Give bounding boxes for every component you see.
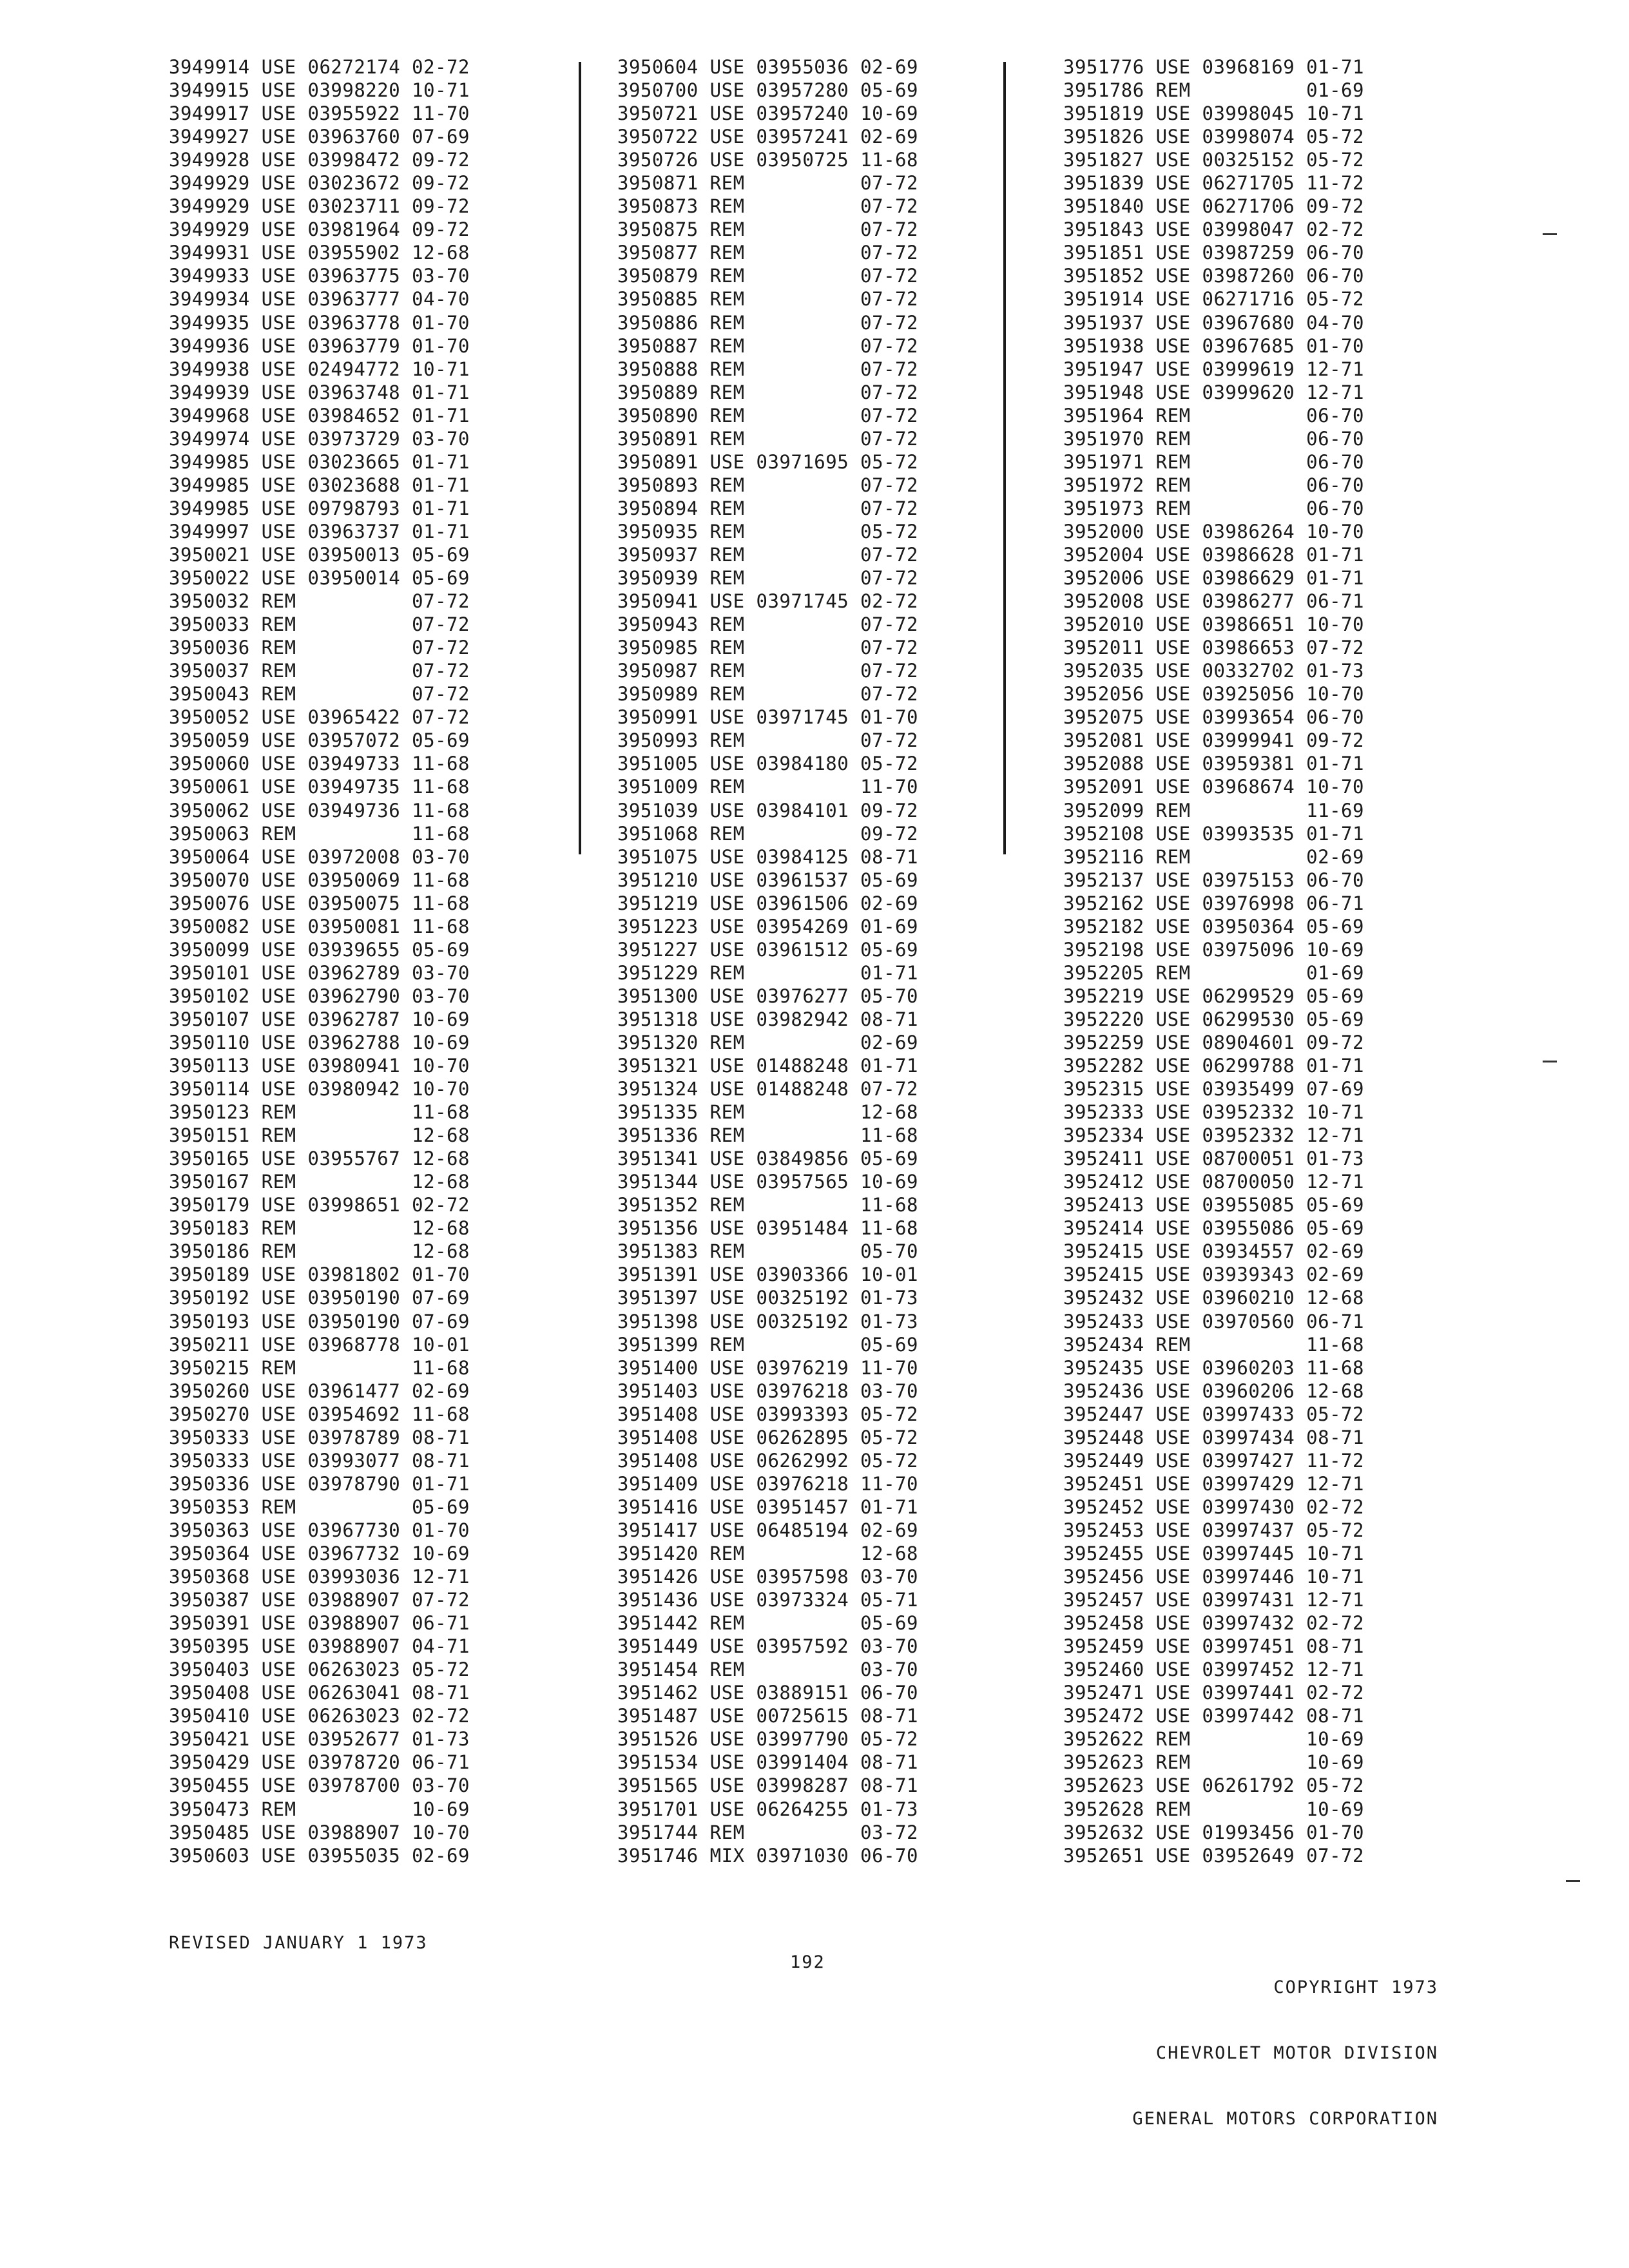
copyright-block bbox=[1132, 1933, 1438, 2152]
part-row: 3952434 REM 11-68 bbox=[1063, 1333, 1364, 1356]
part-row: 3950021 USE 03950013 05-69 bbox=[169, 543, 470, 566]
part-row: 3951526 USE 03997790 05-72 bbox=[617, 1728, 918, 1751]
part-row: 3951914 USE 06271716 05-72 bbox=[1063, 288, 1364, 311]
part-row: 3949928 USE 03998472 09-72 bbox=[169, 149, 470, 171]
part-row: 3952458 USE 03997432 02-72 bbox=[1063, 1612, 1364, 1635]
part-row: 3951219 USE 03961506 02-69 bbox=[617, 892, 918, 914]
part-row: 3950455 USE 03978700 03-70 bbox=[169, 1774, 470, 1797]
part-row: 3951819 USE 03998045 10-71 bbox=[1063, 102, 1364, 125]
part-row: 3951229 REM 01-71 bbox=[617, 961, 918, 984]
part-row: 3950700 USE 03957280 05-69 bbox=[617, 79, 918, 102]
part-row: 3952000 USE 03986264 10-70 bbox=[1063, 520, 1364, 543]
part-row: 3951701 USE 06264255 01-73 bbox=[617, 1798, 918, 1820]
part-row: 3950186 REM 12-68 bbox=[169, 1240, 470, 1263]
part-row: 3951009 REM 11-70 bbox=[617, 776, 918, 798]
part-row: 3952623 USE 06261792 05-72 bbox=[1063, 1774, 1364, 1797]
part-row: 3952453 USE 03997437 05-72 bbox=[1063, 1519, 1364, 1541]
part-row: 3951971 REM 06-70 bbox=[1063, 450, 1364, 473]
part-row: 3951948 USE 03999620 12-71 bbox=[1063, 381, 1364, 403]
part-row: 3951227 USE 03961512 05-69 bbox=[617, 938, 918, 961]
part-row: 3949929 USE 03023672 09-72 bbox=[169, 172, 470, 195]
part-row: 3950179 USE 03998651 02-72 bbox=[169, 1194, 470, 1216]
part-row: 3950062 USE 03949736 11-68 bbox=[169, 799, 470, 822]
part-row: 3951391 USE 03903366 10-01 bbox=[617, 1264, 918, 1286]
part-row: 3950270 USE 03954692 11-68 bbox=[169, 1403, 470, 1425]
part-row: 3949936 USE 03963779 01-70 bbox=[169, 334, 470, 357]
part-row: 3950102 USE 03962790 03-70 bbox=[169, 985, 470, 1007]
part-row: 3950985 REM 07-72 bbox=[617, 637, 918, 659]
part-row: 3950364 USE 03967732 10-69 bbox=[169, 1542, 470, 1564]
part-row: 3949997 USE 03963737 01-71 bbox=[169, 520, 470, 543]
part-row: 3951947 USE 03999619 12-71 bbox=[1063, 358, 1364, 380]
part-row: 3950387 USE 03988907 07-72 bbox=[169, 1589, 470, 1611]
part-row: 3950403 USE 06263023 05-72 bbox=[169, 1658, 470, 1681]
part-row: 3952460 USE 03997452 12-71 bbox=[1063, 1658, 1364, 1681]
column-divider bbox=[579, 62, 581, 854]
part-row: 3950893 REM 07-72 bbox=[617, 474, 918, 496]
copyright-line: COPYRIGHT 1973 bbox=[1273, 1977, 1438, 1997]
part-row: 3950937 REM 07-72 bbox=[617, 543, 918, 566]
part-row: 3950037 REM 07-72 bbox=[169, 660, 470, 682]
part-row: 3952198 USE 03975096 10-69 bbox=[1063, 938, 1364, 961]
part-row: 3950336 USE 03978790 01-71 bbox=[169, 1472, 470, 1495]
part-row: 3950368 USE 03993036 12-71 bbox=[169, 1566, 470, 1588]
part-row: 3950110 USE 03962788 10-69 bbox=[169, 1031, 470, 1053]
part-row: 3950183 REM 12-68 bbox=[169, 1217, 470, 1240]
part-row: 3951321 USE 01488248 01-71 bbox=[617, 1055, 918, 1077]
part-row: 3952432 USE 03960210 12-68 bbox=[1063, 1287, 1364, 1309]
part-row: 3951068 REM 09-72 bbox=[617, 822, 918, 845]
part-row: 3950395 USE 03988907 04-71 bbox=[169, 1635, 470, 1658]
part-row: 3951352 REM 11-68 bbox=[617, 1194, 918, 1216]
part-row: 3951417 USE 06485194 02-69 bbox=[617, 1519, 918, 1541]
part-row: 3951397 USE 00325192 01-73 bbox=[617, 1287, 918, 1309]
part-row: 3951843 USE 03998047 02-72 bbox=[1063, 218, 1364, 241]
part-row: 3951746 MIX 03971030 06-70 bbox=[617, 1844, 918, 1867]
part-row: 3952449 USE 03997427 11-72 bbox=[1063, 1449, 1364, 1472]
part-row: 3950215 REM 11-68 bbox=[169, 1356, 470, 1379]
part-row: 3952008 USE 03986277 06-71 bbox=[1063, 590, 1364, 613]
part-row: 3949917 USE 03955922 11-70 bbox=[169, 102, 470, 125]
part-row: 3952259 USE 08904601 09-72 bbox=[1063, 1031, 1364, 1053]
part-row: 3952415 USE 03934557 02-69 bbox=[1063, 1240, 1364, 1263]
part-row: 3950064 USE 03972008 03-70 bbox=[169, 845, 470, 868]
part-row: 3950043 REM 07-72 bbox=[169, 683, 470, 706]
part-row: 3952099 REM 11-69 bbox=[1063, 799, 1364, 822]
parts-column-2 bbox=[617, 55, 918, 1867]
part-row: 3951075 USE 03984125 08-71 bbox=[617, 845, 918, 868]
part-row: 3951300 USE 03976277 05-70 bbox=[617, 985, 918, 1007]
part-row: 3950151 REM 12-68 bbox=[169, 1124, 470, 1147]
part-row: 3950877 REM 07-72 bbox=[617, 242, 918, 264]
part-row: 3949935 USE 03963778 01-70 bbox=[169, 311, 470, 334]
part-row: 3950036 REM 07-72 bbox=[169, 637, 470, 659]
part-row: 3950885 REM 07-72 bbox=[617, 288, 918, 311]
column-divider bbox=[1003, 62, 1006, 854]
part-row: 3952412 USE 08700050 12-71 bbox=[1063, 1171, 1364, 1193]
part-row: 3952182 USE 03950364 05-69 bbox=[1063, 915, 1364, 937]
part-row: 3949934 USE 03963777 04-70 bbox=[169, 288, 470, 311]
part-row: 3952220 USE 06299530 05-69 bbox=[1063, 1008, 1364, 1030]
part-row: 3952411 USE 08700051 01-73 bbox=[1063, 1148, 1364, 1170]
part-row: 3952219 USE 06299529 05-69 bbox=[1063, 985, 1364, 1007]
part-row: 3951403 USE 03976218 03-70 bbox=[617, 1379, 918, 1402]
part-row: 3952451 USE 03997429 12-71 bbox=[1063, 1472, 1364, 1495]
part-row: 3950989 REM 07-72 bbox=[617, 683, 918, 706]
part-row: 3952004 USE 03986628 01-71 bbox=[1063, 543, 1364, 566]
part-row: 3952413 USE 03955085 05-69 bbox=[1063, 1194, 1364, 1216]
part-row: 3950726 USE 03950725 11-68 bbox=[617, 149, 918, 171]
part-row: 3951565 USE 03998287 08-71 bbox=[617, 1774, 918, 1797]
part-row: 3950033 REM 07-72 bbox=[169, 613, 470, 636]
part-row: 3949974 USE 03973729 03-70 bbox=[169, 427, 470, 450]
part-row: 3951826 USE 03998074 05-72 bbox=[1063, 126, 1364, 148]
part-row: 3951534 USE 03991404 08-71 bbox=[617, 1751, 918, 1774]
part-row: 3951454 REM 03-70 bbox=[617, 1658, 918, 1681]
part-row: 3950032 REM 07-72 bbox=[169, 590, 470, 613]
part-row: 3951744 REM 03-72 bbox=[617, 1821, 918, 1843]
part-row: 3950333 USE 03993077 08-71 bbox=[169, 1449, 470, 1472]
part-row: 3950165 USE 03955767 12-68 bbox=[169, 1148, 470, 1170]
part-row: 3950890 REM 07-72 bbox=[617, 404, 918, 427]
part-row: 3951336 REM 11-68 bbox=[617, 1124, 918, 1147]
part-row: 3950935 REM 05-72 bbox=[617, 520, 918, 543]
part-row: 3952472 USE 03997442 08-71 bbox=[1063, 1705, 1364, 1727]
part-row: 3949985 USE 03023665 01-71 bbox=[169, 450, 470, 473]
part-row: 3952081 USE 03999941 09-72 bbox=[1063, 729, 1364, 752]
part-row: 3950101 USE 03962789 03-70 bbox=[169, 961, 470, 984]
part-row: 3952435 USE 03960203 11-68 bbox=[1063, 1356, 1364, 1379]
part-row: 3950603 USE 03955035 02-69 bbox=[169, 1844, 470, 1867]
revised-date: REVISED JANUARY 1 1973 bbox=[169, 1933, 428, 1953]
part-row: 3950070 USE 03950069 11-68 bbox=[169, 869, 470, 891]
part-row: 3952108 USE 03993535 01-71 bbox=[1063, 822, 1364, 845]
part-row: 3952471 USE 03997441 02-72 bbox=[1063, 1682, 1364, 1704]
part-row: 3949968 USE 03984652 01-71 bbox=[169, 404, 470, 427]
part-row: 3950193 USE 03950190 07-69 bbox=[169, 1310, 470, 1332]
part-row: 3949929 USE 03981964 09-72 bbox=[169, 218, 470, 241]
part-row: 3950192 USE 03950190 07-69 bbox=[169, 1287, 470, 1309]
part-row: 3951973 REM 06-70 bbox=[1063, 497, 1364, 519]
part-row: 3951320 REM 02-69 bbox=[617, 1031, 918, 1053]
part-row: 3950894 REM 07-72 bbox=[617, 497, 918, 519]
part-row: 3949927 USE 03963760 07-69 bbox=[169, 126, 470, 148]
part-row: 3949985 USE 03023688 01-71 bbox=[169, 474, 470, 496]
part-row: 3950604 USE 03955036 02-69 bbox=[617, 56, 918, 78]
part-row: 3951416 USE 03951457 01-71 bbox=[617, 1495, 918, 1518]
page-number: 192 bbox=[790, 1952, 825, 1972]
part-row: 3951409 USE 03976218 11-70 bbox=[617, 1472, 918, 1495]
part-row: 3950082 USE 03950081 11-68 bbox=[169, 915, 470, 937]
part-row: 3952088 USE 03959381 01-71 bbox=[1063, 753, 1364, 775]
part-row: 3951442 REM 05-69 bbox=[617, 1612, 918, 1635]
part-row: 3950887 REM 07-72 bbox=[617, 334, 918, 357]
part-row: 3952162 USE 03976998 06-71 bbox=[1063, 892, 1364, 914]
part-row: 3950363 USE 03967730 01-70 bbox=[169, 1519, 470, 1541]
part-row: 3950941 USE 03971745 02-72 bbox=[617, 590, 918, 613]
part-row: 3950871 REM 07-72 bbox=[617, 172, 918, 195]
part-row: 3952433 USE 03970560 06-71 bbox=[1063, 1310, 1364, 1332]
part-row: 3952456 USE 03997446 10-71 bbox=[1063, 1566, 1364, 1588]
part-row: 3951938 USE 03967685 01-70 bbox=[1063, 334, 1364, 357]
part-row: 3950167 REM 12-68 bbox=[169, 1171, 470, 1193]
part-row: 3952622 REM 10-69 bbox=[1063, 1728, 1364, 1751]
part-row: 3951005 USE 03984180 05-72 bbox=[617, 753, 918, 775]
parts-column-1 bbox=[169, 55, 470, 1867]
margin-mark bbox=[1543, 1061, 1557, 1062]
part-row: 3952205 REM 01-69 bbox=[1063, 961, 1364, 984]
part-row: 3951426 USE 03957598 03-70 bbox=[617, 1566, 918, 1588]
part-row: 3951462 USE 03889151 06-70 bbox=[617, 1682, 918, 1704]
part-row: 3952457 USE 03997431 12-71 bbox=[1063, 1589, 1364, 1611]
part-row: 3950993 REM 07-72 bbox=[617, 729, 918, 752]
part-row: 3952452 USE 03997430 02-72 bbox=[1063, 1495, 1364, 1518]
part-row: 3950943 REM 07-72 bbox=[617, 613, 918, 636]
part-row: 3950873 REM 07-72 bbox=[617, 195, 918, 218]
part-row: 3950721 USE 03957240 10-69 bbox=[617, 102, 918, 125]
part-row: 3950875 REM 07-72 bbox=[617, 218, 918, 241]
part-row: 3952333 USE 03952332 10-71 bbox=[1063, 1101, 1364, 1124]
part-row: 3951223 USE 03954269 01-69 bbox=[617, 915, 918, 937]
part-row: 3951356 USE 03951484 11-68 bbox=[617, 1217, 918, 1240]
part-row: 3950408 USE 06263041 08-71 bbox=[169, 1682, 470, 1704]
part-row: 3952334 USE 03952332 12-71 bbox=[1063, 1124, 1364, 1147]
part-row: 3950891 USE 03971695 05-72 bbox=[617, 450, 918, 473]
part-row: 3950410 USE 06263023 02-72 bbox=[169, 1705, 470, 1727]
part-row: 3951786 REM 01-69 bbox=[1063, 79, 1364, 102]
part-row: 3951318 USE 03982942 08-71 bbox=[617, 1008, 918, 1030]
part-row: 3950353 REM 05-69 bbox=[169, 1495, 470, 1518]
part-row: 3950260 USE 03961477 02-69 bbox=[169, 1379, 470, 1402]
part-row: 3950107 USE 03962787 10-69 bbox=[169, 1008, 470, 1030]
part-row: 3951851 USE 03987259 06-70 bbox=[1063, 242, 1364, 264]
part-row: 3952056 USE 03925056 10-70 bbox=[1063, 683, 1364, 706]
part-row: 3950987 REM 07-72 bbox=[617, 660, 918, 682]
part-row: 3950891 REM 07-72 bbox=[617, 427, 918, 450]
part-row: 3952628 REM 10-69 bbox=[1063, 1798, 1364, 1820]
part-row: 3949938 USE 02494772 10-71 bbox=[169, 358, 470, 380]
part-row: 3951487 USE 00725615 08-71 bbox=[617, 1705, 918, 1727]
part-row: 3951840 USE 06271706 09-72 bbox=[1063, 195, 1364, 218]
parts-column-3 bbox=[1063, 55, 1364, 1867]
part-row: 3950022 USE 03950014 05-69 bbox=[169, 567, 470, 590]
part-row: 3952623 REM 10-69 bbox=[1063, 1751, 1364, 1774]
part-row: 3950113 USE 03980941 10-70 bbox=[169, 1055, 470, 1077]
part-row: 3950939 REM 07-72 bbox=[617, 567, 918, 590]
part-row: 3951852 USE 03987260 06-70 bbox=[1063, 265, 1364, 287]
part-row: 3951400 USE 03976219 11-70 bbox=[617, 1356, 918, 1379]
part-row: 3951408 USE 03993393 05-72 bbox=[617, 1403, 918, 1425]
part-row: 3950888 REM 07-72 bbox=[617, 358, 918, 380]
part-row: 3952116 REM 02-69 bbox=[1063, 845, 1364, 868]
part-row: 3951398 USE 00325192 01-73 bbox=[617, 1310, 918, 1332]
part-row: 3951972 REM 06-70 bbox=[1063, 474, 1364, 496]
part-row: 3952448 USE 03997434 08-71 bbox=[1063, 1426, 1364, 1448]
part-row: 3950063 REM 11-68 bbox=[169, 822, 470, 845]
part-row: 3952035 USE 00332702 01-73 bbox=[1063, 660, 1364, 682]
part-row: 3950421 USE 03952677 01-73 bbox=[169, 1728, 470, 1751]
copyright-corporation: GENERAL MOTORS CORPORATION bbox=[1132, 2109, 1438, 2129]
part-row: 3952011 USE 03986653 07-72 bbox=[1063, 637, 1364, 659]
part-row: 3950391 USE 03988907 06-71 bbox=[169, 1612, 470, 1635]
part-row: 3952651 USE 03952649 07-72 bbox=[1063, 1844, 1364, 1867]
part-row: 3950099 USE 03939655 05-69 bbox=[169, 938, 470, 961]
part-row: 3952091 USE 03968674 10-70 bbox=[1063, 776, 1364, 798]
part-row: 3952436 USE 03960206 12-68 bbox=[1063, 1379, 1364, 1402]
part-row: 3952075 USE 03993654 06-70 bbox=[1063, 706, 1364, 729]
part-row: 3950076 USE 03950075 11-68 bbox=[169, 892, 470, 914]
part-row: 3951383 REM 05-70 bbox=[617, 1240, 918, 1263]
part-row: 3949914 USE 06272174 02-72 bbox=[169, 56, 470, 78]
part-row: 3952414 USE 03955086 05-69 bbox=[1063, 1217, 1364, 1240]
part-row: 3950485 USE 03988907 10-70 bbox=[169, 1821, 470, 1843]
part-row: 3952010 USE 03986651 10-70 bbox=[1063, 613, 1364, 636]
part-row: 3951964 REM 06-70 bbox=[1063, 404, 1364, 427]
part-row: 3950059 USE 03957072 05-69 bbox=[169, 729, 470, 752]
part-row: 3951408 USE 06262992 05-72 bbox=[617, 1449, 918, 1472]
part-row: 3950114 USE 03980942 10-70 bbox=[169, 1078, 470, 1100]
part-row: 3950211 USE 03968778 10-01 bbox=[169, 1333, 470, 1356]
copyright-division: CHEVROLET MOTOR DIVISION bbox=[1155, 2043, 1438, 2063]
part-row: 3950333 USE 03978789 08-71 bbox=[169, 1426, 470, 1448]
part-row: 3949931 USE 03955902 12-68 bbox=[169, 242, 470, 264]
part-row: 3951344 USE 03957565 10-69 bbox=[617, 1171, 918, 1193]
part-row: 3951210 USE 03961537 05-69 bbox=[617, 869, 918, 891]
part-row: 3949933 USE 03963775 03-70 bbox=[169, 265, 470, 287]
part-row: 3950991 USE 03971745 01-70 bbox=[617, 706, 918, 729]
part-row: 3952415 USE 03939343 02-69 bbox=[1063, 1264, 1364, 1286]
part-row: 3950060 USE 03949733 11-68 bbox=[169, 753, 470, 775]
part-row: 3951420 REM 12-68 bbox=[617, 1542, 918, 1564]
part-row: 3952632 USE 01993456 01-70 bbox=[1063, 1821, 1364, 1843]
part-row: 3952315 USE 03935499 07-69 bbox=[1063, 1078, 1364, 1100]
part-row: 3952459 USE 03997451 08-71 bbox=[1063, 1635, 1364, 1658]
part-row: 3951408 USE 06262895 05-72 bbox=[617, 1426, 918, 1448]
part-row: 3951399 REM 05-69 bbox=[617, 1333, 918, 1356]
part-row: 3952455 USE 03997445 10-71 bbox=[1063, 1542, 1364, 1564]
part-row: 3951839 USE 06271705 11-72 bbox=[1063, 172, 1364, 195]
part-row: 3950886 REM 07-72 bbox=[617, 311, 918, 334]
part-row: 3950052 USE 03965422 07-72 bbox=[169, 706, 470, 729]
part-row: 3950123 REM 11-68 bbox=[169, 1101, 470, 1124]
part-row: 3951436 USE 03973324 05-71 bbox=[617, 1589, 918, 1611]
part-row: 3950061 USE 03949735 11-68 bbox=[169, 776, 470, 798]
part-row: 3950889 REM 07-72 bbox=[617, 381, 918, 403]
part-row: 3952006 USE 03986629 01-71 bbox=[1063, 567, 1364, 590]
part-row: 3951937 USE 03967680 04-70 bbox=[1063, 311, 1364, 334]
part-row: 3952137 USE 03975153 06-70 bbox=[1063, 869, 1364, 891]
part-row: 3952282 USE 06299788 01-71 bbox=[1063, 1055, 1364, 1077]
part-row: 3949915 USE 03998220 10-71 bbox=[169, 79, 470, 102]
part-row: 3951827 USE 00325152 05-72 bbox=[1063, 149, 1364, 171]
part-row: 3950189 USE 03981802 01-70 bbox=[169, 1264, 470, 1286]
part-row: 3951776 USE 03968169 01-71 bbox=[1063, 56, 1364, 78]
part-row: 3951970 REM 06-70 bbox=[1063, 427, 1364, 450]
part-row: 3949939 USE 03963748 01-71 bbox=[169, 381, 470, 403]
part-row: 3950722 USE 03957241 02-69 bbox=[617, 126, 918, 148]
part-row: 3951341 USE 03849856 05-69 bbox=[617, 1148, 918, 1170]
part-row: 3951039 USE 03984101 09-72 bbox=[617, 799, 918, 822]
part-row: 3952447 USE 03997433 05-72 bbox=[1063, 1403, 1364, 1425]
part-row: 3950429 USE 03978720 06-71 bbox=[169, 1751, 470, 1774]
part-row: 3951449 USE 03957592 03-70 bbox=[617, 1635, 918, 1658]
part-row: 3951324 USE 01488248 07-72 bbox=[617, 1078, 918, 1100]
part-row: 3951335 REM 12-68 bbox=[617, 1101, 918, 1124]
margin-mark bbox=[1566, 1880, 1580, 1882]
part-row: 3949929 USE 03023711 09-72 bbox=[169, 195, 470, 218]
margin-mark bbox=[1543, 233, 1557, 235]
part-row: 3950879 REM 07-72 bbox=[617, 265, 918, 287]
part-row: 3950473 REM 10-69 bbox=[169, 1798, 470, 1820]
part-row: 3949985 USE 09798793 01-71 bbox=[169, 497, 470, 519]
